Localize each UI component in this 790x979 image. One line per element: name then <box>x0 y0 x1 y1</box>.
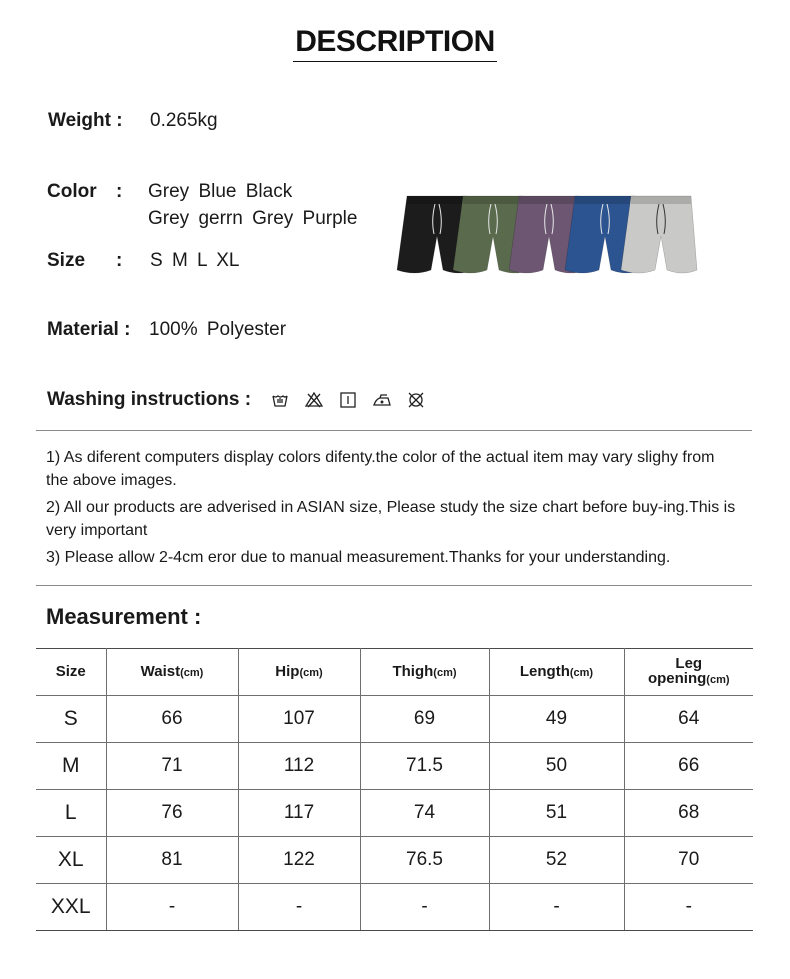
shorts-item <box>621 196 697 273</box>
size-colon: : <box>116 250 123 271</box>
measurement-cell: 122 <box>238 837 360 884</box>
measurement-cell: 76.5 <box>360 837 489 884</box>
note-2: 2) All our products are adverised in ASIAN size, Please study the size chart before buy-ing.This is very important <box>46 499 736 539</box>
table-row <box>36 743 753 790</box>
measurement-cell: 112 <box>238 743 360 790</box>
size-cell: S <box>36 696 106 743</box>
divider-bottom <box>36 585 752 586</box>
measurement-cell: 117 <box>238 790 360 837</box>
size-cell: XL <box>36 837 106 884</box>
washing-icons <box>270 390 426 410</box>
measurement-cell: 71 <box>106 743 238 790</box>
measurement-cell: 68 <box>624 790 753 837</box>
measurement-cell: 51 <box>489 790 624 837</box>
tumble-dry-icon <box>338 390 358 410</box>
table-header-row <box>36 649 753 696</box>
header-waist: Waist(cm) <box>106 649 238 696</box>
measurement-cell: 71.5 <box>360 743 489 790</box>
measurement-cell: - <box>106 884 238 931</box>
measurement-cell: 81 <box>106 837 238 884</box>
note-1: 1) As diferent computers display colors difenty.the color of the actual item may vary slighy from the above images. <box>46 449 715 489</box>
material-label: Material : <box>47 319 131 340</box>
material-value: 100% Polyester <box>149 319 287 340</box>
no-dry-clean-icon <box>406 390 426 410</box>
measurement-cell: 107 <box>238 696 360 743</box>
header-thigh: Thigh(cm) <box>360 649 489 696</box>
note-3: 3) Please allow 2-4cm eror due to manual measurement.Thanks for your understanding. <box>46 549 671 566</box>
table-row <box>36 790 753 837</box>
hand-wash-icon <box>270 390 290 410</box>
color-colon: : <box>116 181 123 202</box>
measurement-cell: - <box>360 884 489 931</box>
measurement-cell: 50 <box>489 743 624 790</box>
measurement-cell: 52 <box>489 837 624 884</box>
color-label: Color <box>47 181 97 202</box>
notes <box>46 446 736 573</box>
measurement-cell: - <box>238 884 360 931</box>
weight-label: Weight : <box>48 110 123 131</box>
divider-top <box>36 430 752 431</box>
measurement-cell: 66 <box>624 743 753 790</box>
header-size: Size <box>36 649 106 696</box>
measurement-cell: 74 <box>360 790 489 837</box>
measurement-cell: 69 <box>360 696 489 743</box>
weight-value: 0.265kg <box>150 110 218 131</box>
color-values-line1: Grey Blue Black <box>148 181 293 202</box>
size-values: S M L XL <box>150 250 240 271</box>
measurement-cell: 49 <box>489 696 624 743</box>
measurement-cell: - <box>489 884 624 931</box>
measurement-cell: 76 <box>106 790 238 837</box>
header-length: Length(cm) <box>489 649 624 696</box>
no-bleach-icon <box>304 390 324 410</box>
header-hip: Hip(cm) <box>238 649 360 696</box>
size-cell: XXL <box>36 884 106 931</box>
size-cell: M <box>36 743 106 790</box>
measurement-cell: 64 <box>624 696 753 743</box>
measurement-title: Measurement : <box>46 604 202 629</box>
color-values-line2: Grey gerrn Grey Purple <box>148 208 358 229</box>
product-shorts-image <box>393 190 725 282</box>
measurement-cell: 66 <box>106 696 238 743</box>
page-title: DESCRIPTION <box>0 24 790 62</box>
iron-icon <box>372 390 392 410</box>
table-row <box>36 884 753 931</box>
table-row <box>36 696 753 743</box>
washing-label: Washing instructions : <box>47 389 252 410</box>
size-chart-table <box>36 648 753 931</box>
measurement-cell: - <box>624 884 753 931</box>
size-label: Size <box>47 250 86 271</box>
measurement-cell: 70 <box>624 837 753 884</box>
size-cell: L <box>36 790 106 837</box>
table-row <box>36 837 753 884</box>
header-leg-opening: Leg opening(cm) <box>624 649 753 696</box>
